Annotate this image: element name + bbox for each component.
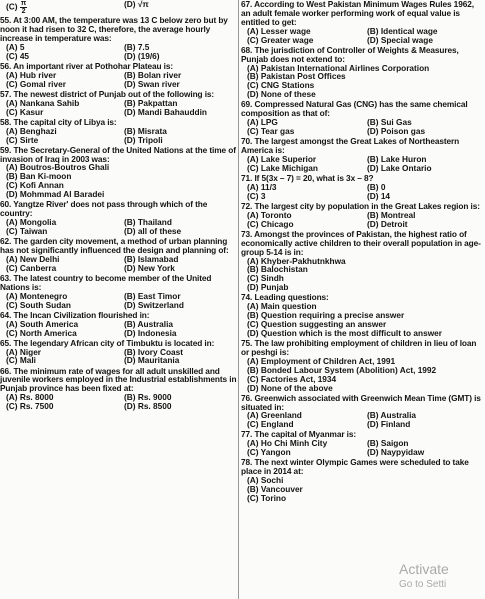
question-text: The newest district of Punjab out of the following is: (13, 88, 215, 99)
answer-option: (C) Yangon (247, 447, 291, 458)
answer-option: (C) Tear gas (247, 126, 295, 137)
option-d: (D) √π (124, 0, 149, 9)
question-stem (241, 174, 483, 183)
question-text: The next winter Olympic Games were scheduled to take place in 2014 at: (241, 457, 469, 477)
question-stem (241, 0, 483, 27)
answer-option: (C) Torino (247, 493, 287, 503)
options-list (0, 320, 238, 338)
question-text: At 3:00 AM, the temperature was 13 C below zero but by noon it had risen to 32 C, therefore, the average hourly increase in temperature was: (0, 15, 228, 43)
question-number: 59. (0, 144, 12, 155)
question-item (0, 118, 238, 145)
options-list (241, 155, 483, 173)
question-text: The capital city of Libya is: (13, 116, 117, 127)
answer-option: (D) Poison gas (367, 126, 426, 137)
question-number: 73. (241, 228, 253, 239)
answer-option: (C) Kasur (6, 106, 44, 117)
question-number: 55. (0, 15, 12, 26)
question-item (0, 339, 238, 366)
question-text: Greenwich associated with Greenwich Mean Time (GMT) is situated in: (241, 392, 481, 412)
answer-option: (D) Lake Ontario (367, 162, 432, 173)
answer-option: (B) Australia (124, 318, 174, 329)
question-number: 71. (241, 172, 253, 183)
options-list (241, 183, 483, 201)
answer-option: (D) Switzerland (124, 299, 184, 310)
question-number: 62. (0, 236, 12, 247)
options-list (241, 64, 483, 100)
question-stem (0, 146, 238, 164)
question-number: 70. (241, 136, 253, 147)
answer-option: (B) Bonded Labour System (Abolition) Act, 1992 (247, 364, 437, 375)
question-stem (0, 237, 238, 255)
question-text: Leading questions: (254, 292, 329, 303)
question-text: If 5(3x – 7) = 20, what is 3x – 8? (254, 172, 374, 183)
answer-option: (D) 14 (367, 190, 391, 201)
options-list (0, 218, 238, 236)
question-stem (0, 16, 238, 43)
question-item (241, 0, 483, 45)
answer-option: (B) East Timor (124, 290, 181, 301)
question-text: Yangtze River' does not pass through which of the country: (0, 199, 208, 219)
question-number: 58. (0, 116, 12, 127)
answer-option: (B) Question requiring a precise answer (247, 310, 405, 321)
question-item (0, 237, 238, 273)
question-stem (241, 394, 483, 412)
answer-option: (B) Bolan river (124, 69, 182, 80)
question-text: The Secretary-General of the United Nations at the time of invasion of Iraq in 2003 was: (0, 144, 236, 164)
options-list (0, 292, 238, 310)
answer-option: (B) Vancouver (247, 484, 303, 495)
question-stem (241, 46, 483, 64)
answer-option: (B) Ivory Coast (124, 346, 184, 357)
question-54-options (0, 0, 238, 15)
answer-option: (B) Balochistan (247, 264, 308, 275)
question-text: The capital of Myanmar is: (254, 429, 357, 440)
question-item (241, 230, 483, 292)
answer-option: (B) Montreal (367, 209, 416, 220)
answer-option: (D) Mauritania (124, 355, 180, 366)
question-item (0, 274, 238, 310)
answer-option: (C) 3 (247, 190, 266, 201)
answer-option: (A) Greenland (247, 410, 302, 421)
answer-option: (C) Greater wage (247, 34, 314, 45)
question-item (0, 62, 238, 89)
answer-option: (B) 7.5 (124, 41, 150, 52)
question-number: 69. (241, 99, 253, 110)
options-list (0, 393, 238, 411)
question-number: 68. (241, 44, 253, 55)
options-list (241, 27, 483, 45)
question-item (241, 202, 483, 229)
question-item (0, 367, 238, 412)
question-stem (0, 274, 238, 292)
answer-option: (A) New Delhi (6, 253, 60, 264)
answer-option: (C) CNG Stations (247, 80, 315, 91)
question-number: 60. (0, 199, 12, 210)
question-number: 66. (0, 365, 12, 376)
question-text: The latest country to become member of the United Nations is: (0, 272, 212, 292)
question-item (241, 174, 483, 201)
question-number: 65. (0, 337, 12, 348)
question-text: The jurisdiction of Controller of Weights & Measures, Punjab does not extend to: (241, 44, 459, 64)
answer-option: (B) Islamabad (124, 253, 179, 264)
answer-option: (B) Pakistan Post Offices (247, 71, 346, 82)
answer-option: (C) Chicago (247, 218, 294, 229)
question-text: The legendary African city of Timbuktu is located in: (13, 337, 215, 348)
answer-option: (C) Sirte (6, 134, 39, 145)
options-list (241, 302, 483, 338)
answer-option: (A) Sochi (247, 475, 284, 486)
options-list (241, 476, 483, 503)
option-c-label: (C) (6, 1, 18, 12)
left-column (0, 0, 238, 411)
answer-option: (D) Swan river (124, 78, 180, 89)
question-number: 76. (241, 392, 253, 403)
column-divider (238, 0, 239, 599)
answer-option: (A) Rs. 8000 (6, 392, 54, 403)
question-item (241, 100, 483, 136)
question-stem (0, 367, 238, 394)
answer-option: (C) Lake Michigan (247, 162, 318, 173)
answer-option: (D) Mandi Bahauddin (124, 106, 207, 117)
answer-option: (A) Boutros-Boutros Ghali (6, 162, 110, 173)
right-column (241, 0, 483, 503)
options-list (241, 257, 483, 293)
question-item (0, 16, 238, 61)
options-list (0, 255, 238, 273)
question-number: 57. (0, 88, 12, 99)
question-number: 64. (0, 309, 12, 320)
question-item (241, 293, 483, 338)
question-item (0, 311, 238, 338)
activate-watermark (399, 561, 485, 593)
answer-option: (D) None of the above (247, 382, 333, 393)
question-number: 75. (241, 338, 253, 349)
question-item (241, 339, 483, 392)
answer-option: (D) all of these (124, 225, 182, 236)
question-text: An important river at Pothohar Plateau is: (13, 60, 174, 71)
question-number: 67. (241, 0, 253, 9)
options-list (0, 43, 238, 61)
question-number: 74. (241, 292, 253, 303)
answer-option: (D) Special wage (367, 34, 433, 45)
answer-option: (B) Pakpattan (124, 97, 178, 108)
options-list (241, 411, 483, 429)
watermark-line-1: Activate (399, 561, 449, 577)
answer-option: (D) (19/6) (124, 50, 160, 61)
answer-option: (A) Khyber-Pakhutnkhwa (247, 255, 346, 266)
answer-option: (D) Question which is the most difficult to answer (247, 327, 442, 338)
answer-option: (C) Taiwan (6, 225, 48, 236)
answer-option: (D) None of these (247, 89, 316, 100)
question-stem (241, 230, 483, 257)
question-item (241, 137, 483, 173)
answer-option: (A) Lesser wage (247, 25, 311, 36)
answer-option: (A) 5 (6, 41, 25, 52)
answer-option: (B) Lake Huron (367, 153, 427, 164)
answer-option: (D) Detroit (367, 218, 408, 229)
answer-option: (A) South America (6, 318, 79, 329)
question-item (0, 146, 238, 199)
question-item (0, 90, 238, 117)
question-stem (241, 458, 483, 476)
question-stem (241, 100, 483, 118)
answer-option: (A) 11/3 (247, 181, 277, 192)
answer-option: (C) North America (6, 327, 77, 338)
answer-option: (C) Canberra (6, 262, 57, 273)
options-list (241, 439, 483, 457)
answer-option: (D) Punjab (247, 282, 289, 293)
question-item (241, 430, 483, 457)
question-number: 72. (241, 200, 253, 211)
answer-option: (B) Saigon (367, 438, 409, 449)
question-stem (241, 339, 483, 357)
question-stem (241, 137, 483, 155)
answer-option: (A) LPG (247, 117, 278, 128)
answer-option: (A) Pakistan International Airlines Corporation (247, 62, 430, 73)
question-text: The largest city by population in the Great Lakes region is: (254, 200, 480, 211)
options-list (0, 127, 238, 145)
question-text: The law prohibiting employment of children in lieu of loan or peshgi is: (241, 338, 477, 357)
question-number: 56. (0, 60, 12, 71)
question-number: 63. (0, 272, 12, 283)
fraction-numerator: π (20, 0, 27, 7)
question-item (241, 458, 483, 503)
answer-option: (A) Montenegro (6, 290, 68, 301)
answer-option: (A) Benghazi (6, 125, 57, 136)
fraction-denominator: 2 (21, 8, 26, 15)
answer-option: (A) Nankana Sahib (6, 97, 80, 108)
options-list (241, 357, 483, 393)
option-c (6, 0, 120, 15)
question-text: Amongst the provinces of Pakistan, the highest ratio of economically active children to their overall population in age-group 5-14 is in: (241, 228, 481, 257)
answer-option: (C) England (247, 419, 294, 430)
answer-option: (A) Mongolia (6, 217, 57, 228)
question-stem (0, 200, 238, 218)
answer-option: (B) Misrata (124, 125, 167, 136)
answer-option: (C) Question suggesting an answer (247, 319, 387, 330)
options-list (0, 348, 238, 366)
fraction (20, 0, 27, 15)
question-item (241, 46, 483, 99)
answer-option: (C) Factories Act, 1934 (247, 373, 337, 384)
answer-option: (B) Identical wage (367, 25, 438, 36)
answer-option: (A) Toronto (247, 209, 292, 220)
answer-option: (A) Niger (6, 346, 42, 357)
question-text: The largest amongst the Great Lakes of Northeastern America is: (241, 136, 460, 156)
options-list (241, 211, 483, 229)
answer-option: (A) Hub river (6, 69, 57, 80)
answer-option: (C) Kofi Annan (6, 180, 64, 191)
answer-option: (A) Main question (247, 301, 317, 312)
answer-option: (C) Sindh (247, 273, 284, 284)
question-text: The minimum rate of wages for all adult unskilled and juvenile workers employed in the Industrial establishments in Punjab province has been fixed at: (0, 365, 237, 394)
question-item (241, 394, 483, 430)
answer-option: (C) Gomal river (6, 78, 66, 89)
answer-option: (B) Rs. 9000 (124, 392, 172, 403)
options-list (0, 71, 238, 89)
watermark-line-2: Go to Setti (399, 579, 447, 590)
answer-option: (B) Australia (367, 410, 417, 421)
question-text: The Incan Civilization flourished in: (13, 309, 150, 320)
answer-option: (D) New York (124, 262, 175, 273)
answer-option: (C) Rs. 7500 (6, 401, 54, 412)
options-list (0, 99, 238, 117)
answer-option: (B) Thailand (124, 217, 172, 228)
answer-option: (C) 45 (6, 50, 30, 61)
answer-option: (B) Ban Ki-moon (6, 171, 72, 182)
answer-option: (D) Finland (367, 419, 411, 430)
answer-option: (D) Indonesia (124, 327, 177, 338)
question-text: The garden city movement, a method of urban planning has not significantly influenced the design and planning of: (0, 236, 229, 255)
question-item (0, 200, 238, 236)
question-text: According to West Pakistan Minimum Wages Rules 1962, an adult female worker performing work of equal value is entitled to get: (241, 0, 474, 27)
question-text: Compressed Natural Gas (CNG) has the same chemical composition as that of: (241, 99, 468, 119)
answer-option: (D) Naypyidaw (367, 447, 425, 458)
answer-option: (C) Mali (6, 355, 36, 366)
answer-option: (C) South Sudan (6, 299, 71, 310)
question-number: 77. (241, 429, 253, 440)
answer-option: (D) Mohmmad Al Baradei (6, 189, 105, 200)
answer-option: (A) Employment of Children Act, 1991 (247, 355, 396, 366)
answer-option: (A) Ho Chi Minh City (247, 438, 328, 449)
answer-option: (B) 0 (367, 181, 386, 192)
question-number: 78. (241, 457, 253, 468)
answer-option: (A) Lake Superior (247, 153, 317, 164)
options-list (0, 163, 238, 199)
answer-option: (B) Sui Gas (367, 117, 412, 128)
answer-option: (D) Rs. 8500 (124, 401, 172, 412)
answer-option: (D) Tripoli (124, 134, 163, 145)
options-list (241, 118, 483, 136)
